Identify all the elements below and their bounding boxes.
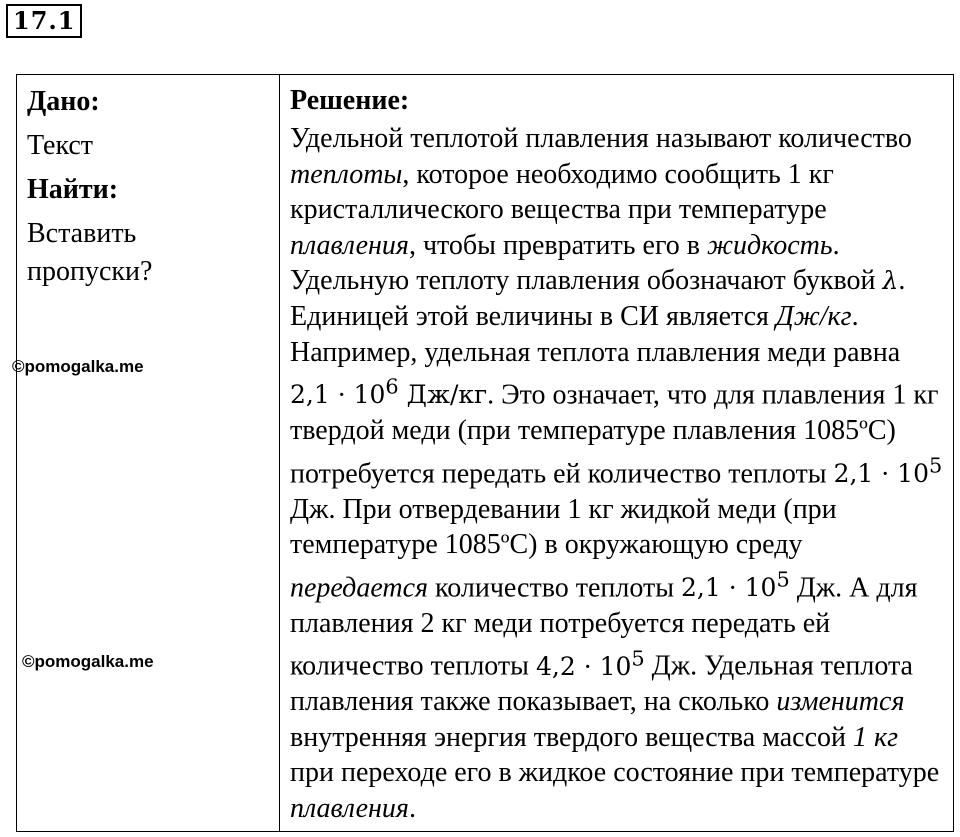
- formula-copper-heat: $2,1 \cdot 10^6$ Дж/кг: [290, 375, 488, 410]
- solution-column: [280, 75, 954, 832]
- problem-number: 17.1: [6, 4, 82, 38]
- solution-heading: Решение:: [290, 85, 410, 116]
- watermark: ©pomogalka.me: [12, 357, 144, 376]
- formula-heat-3: $4,2 \cdot 10^5$: [535, 646, 645, 681]
- find-value-line-1: Вставить: [27, 218, 137, 249]
- watermark: ©pomogalka.me: [22, 652, 154, 671]
- formula-heat-1: $2,1 \cdot 10^5$: [833, 453, 943, 488]
- find-value-line-2: пропуски?: [27, 256, 153, 287]
- given-column: [17, 75, 280, 832]
- given-heading: Дано:: [27, 86, 100, 117]
- given-value: Текст: [27, 130, 94, 161]
- solution-text: Удельной теплотой плавления называют количество теплоты, которое необходимо сообщить 1 кг кристаллического вещества при температуре плавления, чтобы превратить его в жидкость. Удельную теплоту плавления обозначают буквой λ. Единицей этой величины в СИ является Дж/кг. Например, удельная теплота плавления меди равна $2,1 \cdot 10^6$ Дж/кг. Это означает, что для плавления 1 кг твердой меди (при температуре плавления 1085ºС) потребуется передать ей количество теплоты $2,1 \cdot 10^5$ Дж. При отвердевании 1 кг жидкой меди (при температуре 1085ºС) в окружающую среду передается количество теплоты $2,1 \cdot 10^5$ Дж. А для плавления 2 кг меди потребуется передать ей количество теплоты $4,2 \cdot 10^5$ Дж. Удельная теплота плавления также показывает, на сколько изменится внутренняя энергия твердого вещества массой 1 кг при переходе его в жидкое состояние при температуре плавления.: [290, 123, 943, 824]
- formula-heat-2: $2,1 \cdot 10^5$: [681, 567, 790, 603]
- find-heading: Найти:: [27, 174, 119, 205]
- solution-table: [16, 74, 954, 832]
